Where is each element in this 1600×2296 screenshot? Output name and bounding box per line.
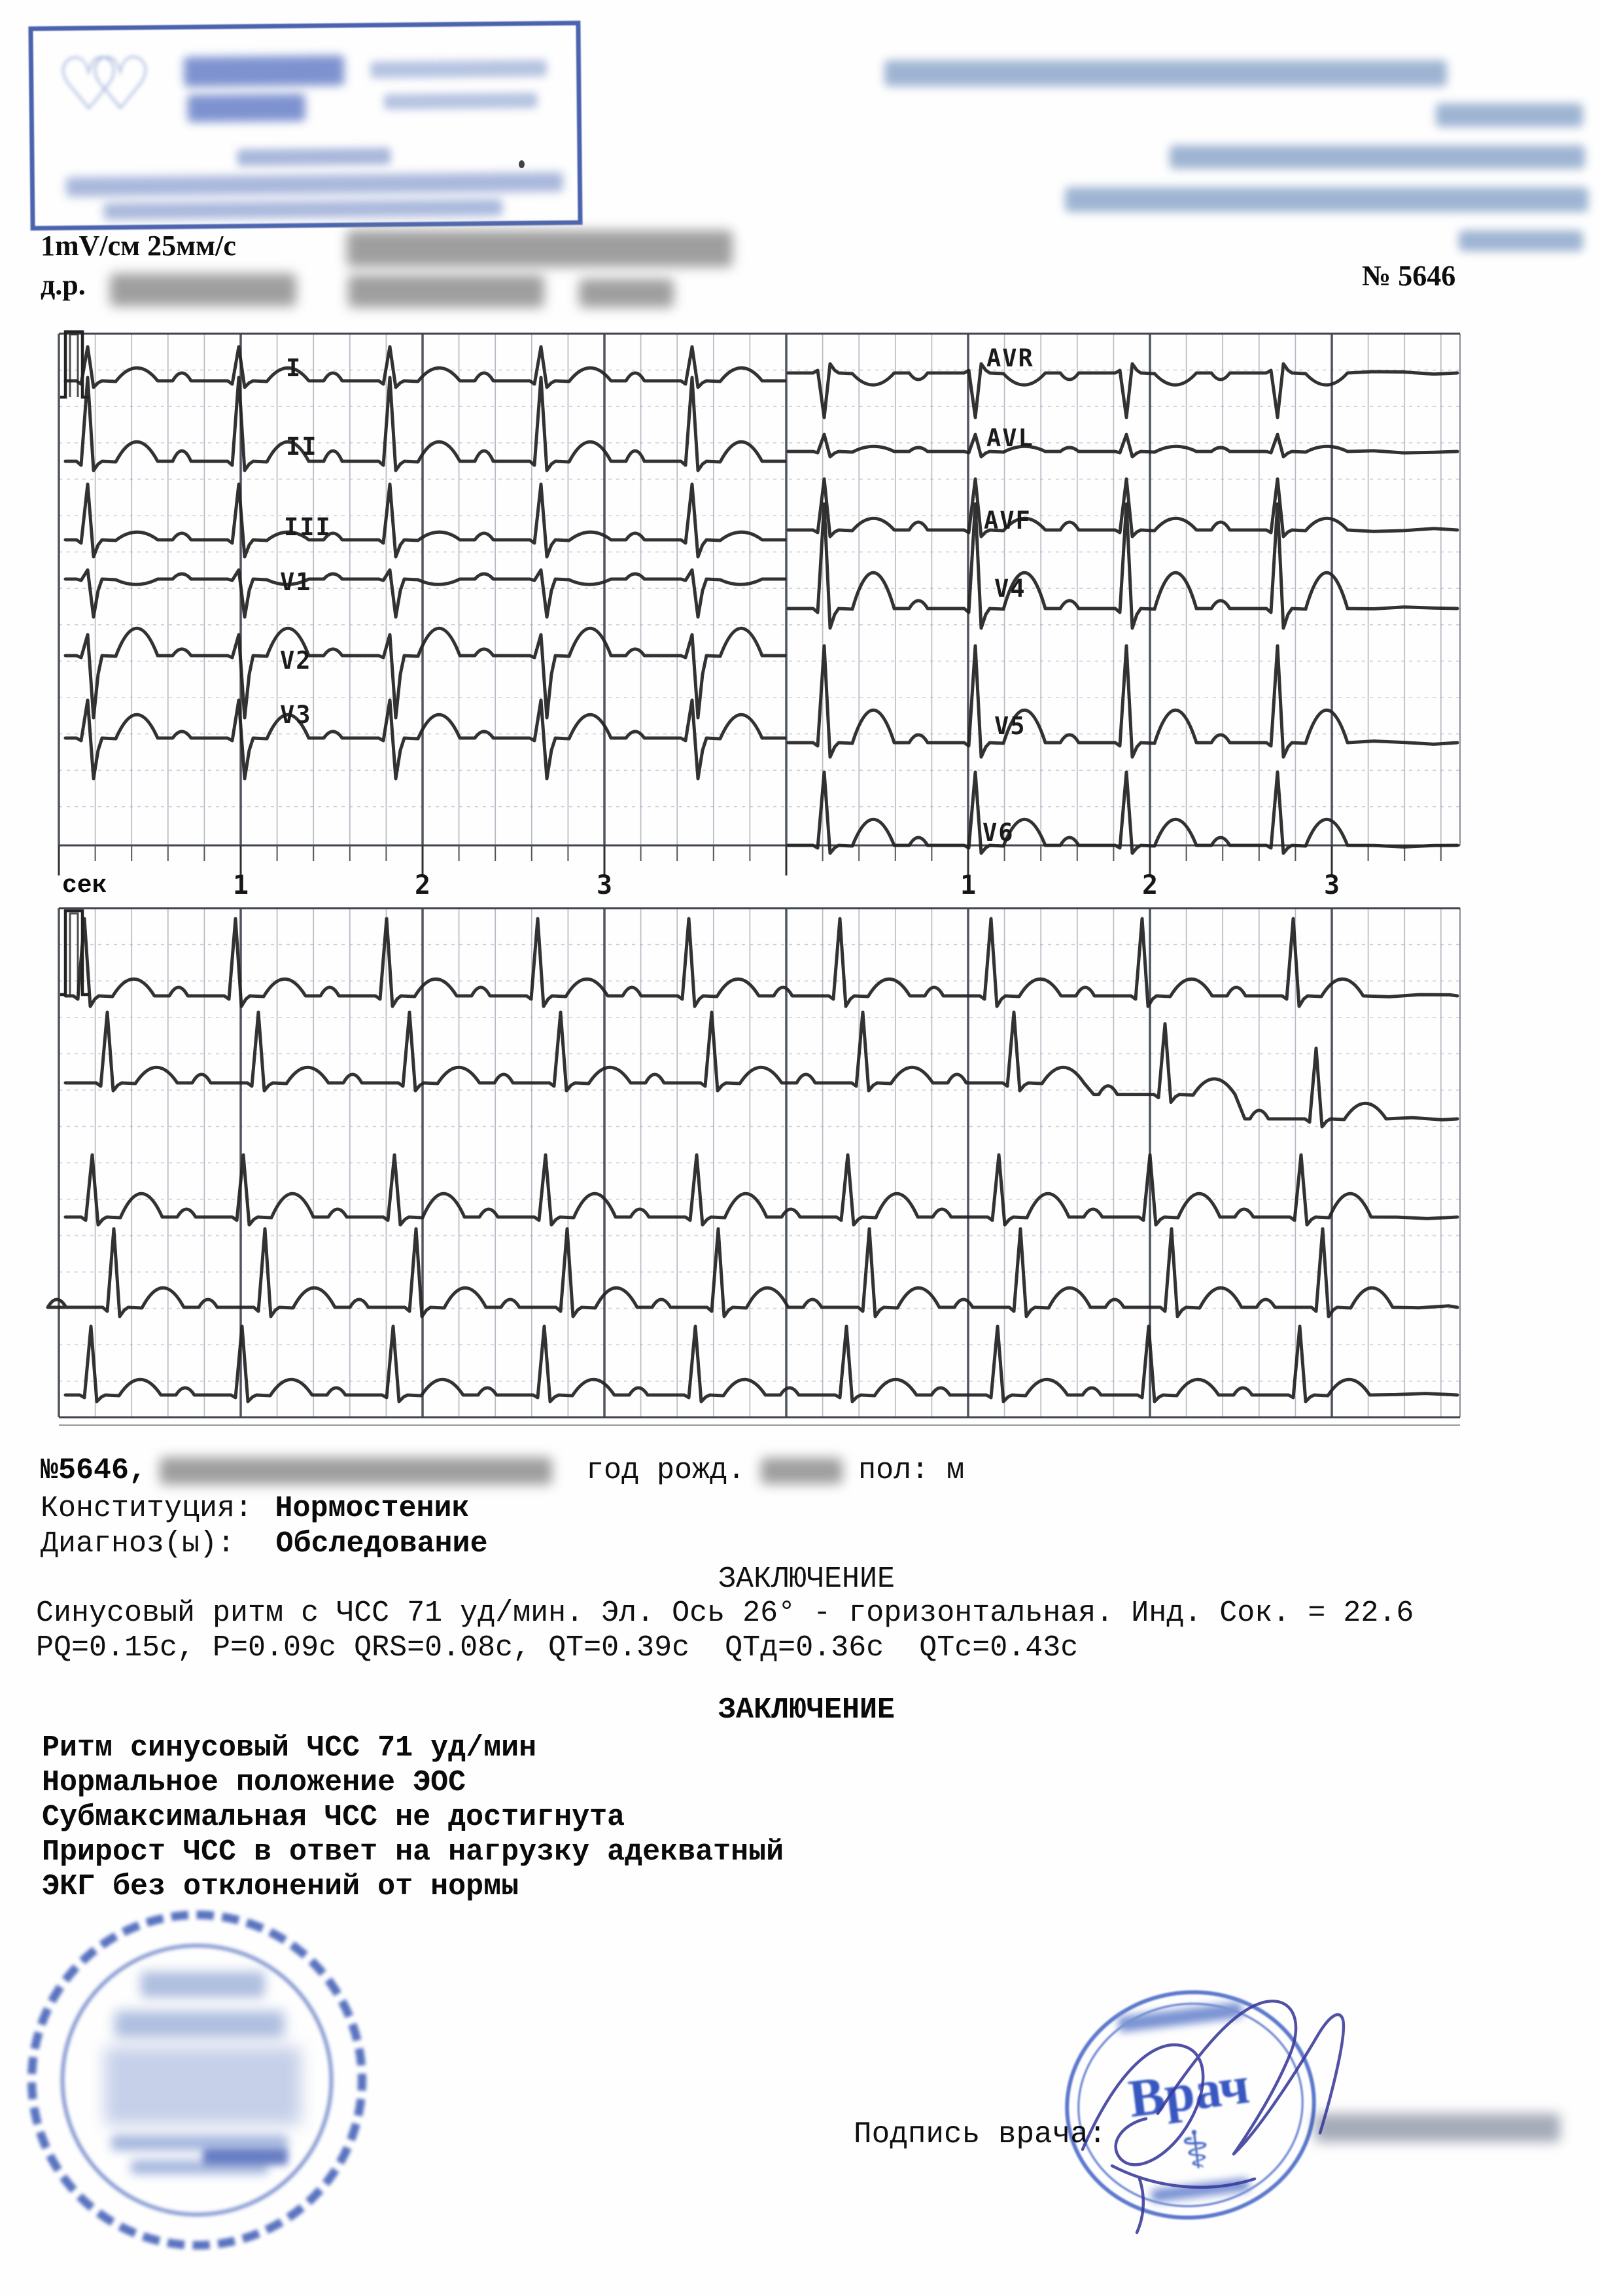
sec-tick-label: 1 (960, 870, 977, 900)
constitution-label: Конституция: (41, 1492, 253, 1525)
sec-tick-label: 1 (232, 870, 249, 900)
conclusion-line: PQ=0.15с, P=0.09с QRS=0.08с, QT=0.39с QTд=0.36с QTс=0.43с (36, 1631, 1079, 1665)
lead-label-II: II (286, 433, 318, 461)
conclusion-line: Синусовый ритм с ЧСС 71 уд/мин. Эл. Ось 26° - горизонтальная. Инд. Сок. = 22.6 (36, 1597, 1414, 1630)
record-number: №5646, (41, 1454, 147, 1487)
hearts-logo-icon: ♡♡ (55, 41, 120, 128)
clinic-info-line-redacted (1170, 145, 1585, 169)
doctor-name-redacted (1315, 2113, 1560, 2142)
ink-dot (519, 160, 525, 168)
seal-text-redacted (114, 2011, 285, 2038)
patient-summary-line (41, 1454, 964, 1487)
clinic-round-seal-stamp (27, 1911, 366, 2250)
exam-time-redacted (579, 279, 674, 308)
sec-tick-label: 2 (414, 870, 431, 900)
sec-tick-label: 3 (1323, 870, 1340, 900)
clinic-stamp (28, 21, 582, 231)
clinic-stamp-line-redacted (66, 172, 563, 197)
constitution-line (41, 1492, 470, 1525)
clinic-info-line-redacted (1065, 187, 1588, 212)
lead-label-V5: V5 (994, 712, 1026, 740)
lead-label-III: III (284, 513, 332, 541)
exam-date-redacted (348, 275, 544, 308)
clinic-stamp-line-redacted (384, 92, 538, 109)
lead-label-V3: V3 (280, 701, 312, 729)
lead-label-AVR: AVR (986, 344, 1034, 372)
conclusion2-line: Нормальное положение ЭОС (42, 1766, 466, 1799)
patient-name-redacted (160, 1457, 552, 1485)
seal-text-redacted (141, 1971, 265, 1998)
clinic-stamp-line-redacted (103, 199, 502, 220)
birth-year-redacted (761, 1458, 843, 1484)
sec-tick-label: 2 (1141, 870, 1158, 900)
sex-label: пол: м (858, 1454, 965, 1487)
lead-label-I: I (286, 354, 302, 382)
clinic-logo-text-redacted (184, 55, 344, 87)
diagnosis-label: Диагноз(ы): (41, 1527, 235, 1561)
lead-label-AVL: AVL (986, 424, 1034, 452)
lead-label-V1: V1 (280, 568, 312, 596)
dob-value-redacted (110, 274, 296, 306)
calibration-label: 1mV/см 25мм/с (41, 230, 236, 262)
sec-axis-label: сек (62, 872, 107, 900)
conclusion2-line: Ритм синусовый ЧСС 71 уд/мин (42, 1731, 537, 1765)
seal-text-redacted (105, 2047, 301, 2125)
diagnosis-line (41, 1527, 488, 1561)
clinic-logo-text-redacted (187, 94, 305, 122)
clinic-info-line-redacted (884, 60, 1447, 86)
clinic-stamp-line-redacted (370, 60, 547, 79)
lead-label-AVF: AVF (984, 506, 1032, 535)
constitution-value: Нормостеник (275, 1492, 470, 1525)
diagnosis-value: Обследование (275, 1527, 488, 1561)
caduceus-icon: ⚕ (1178, 2118, 1214, 2182)
birth-label: год рожд. (586, 1454, 746, 1487)
conclusion2-line: ЭКГ без отклонений от нормы (42, 1870, 519, 1903)
clinic-stamp-line-redacted (237, 148, 391, 166)
lead-label-V6: V6 (983, 819, 1015, 847)
lead-label-V2: V2 (280, 646, 312, 675)
clinic-info-line-redacted (1459, 230, 1583, 251)
conclusion-title: ЗАКЛЮЧЕНИЕ (718, 1563, 896, 1596)
document-number: № 5646 (1362, 260, 1456, 292)
lead-label-V4: V4 (994, 574, 1026, 603)
signature-label: Подпись врача: (854, 2117, 1107, 2151)
conclusion2-title: ЗАКЛЮЧЕНИЕ (718, 1693, 896, 1727)
doctor-stamp-text: Врач (1125, 2055, 1253, 2129)
sec-tick-label: 3 (596, 870, 613, 900)
clinic-info-line-redacted (1436, 103, 1583, 127)
patient-name-redacted (347, 230, 733, 267)
dob-label: д.р. (41, 269, 86, 301)
seal-scribble-redacted (203, 2148, 288, 2165)
conclusion2-line: Субмаксимальная ЧСС не достигнута (42, 1801, 625, 1834)
conclusion2-line: Прирост ЧСС в ответ на нагрузку адекватный (42, 1835, 784, 1869)
